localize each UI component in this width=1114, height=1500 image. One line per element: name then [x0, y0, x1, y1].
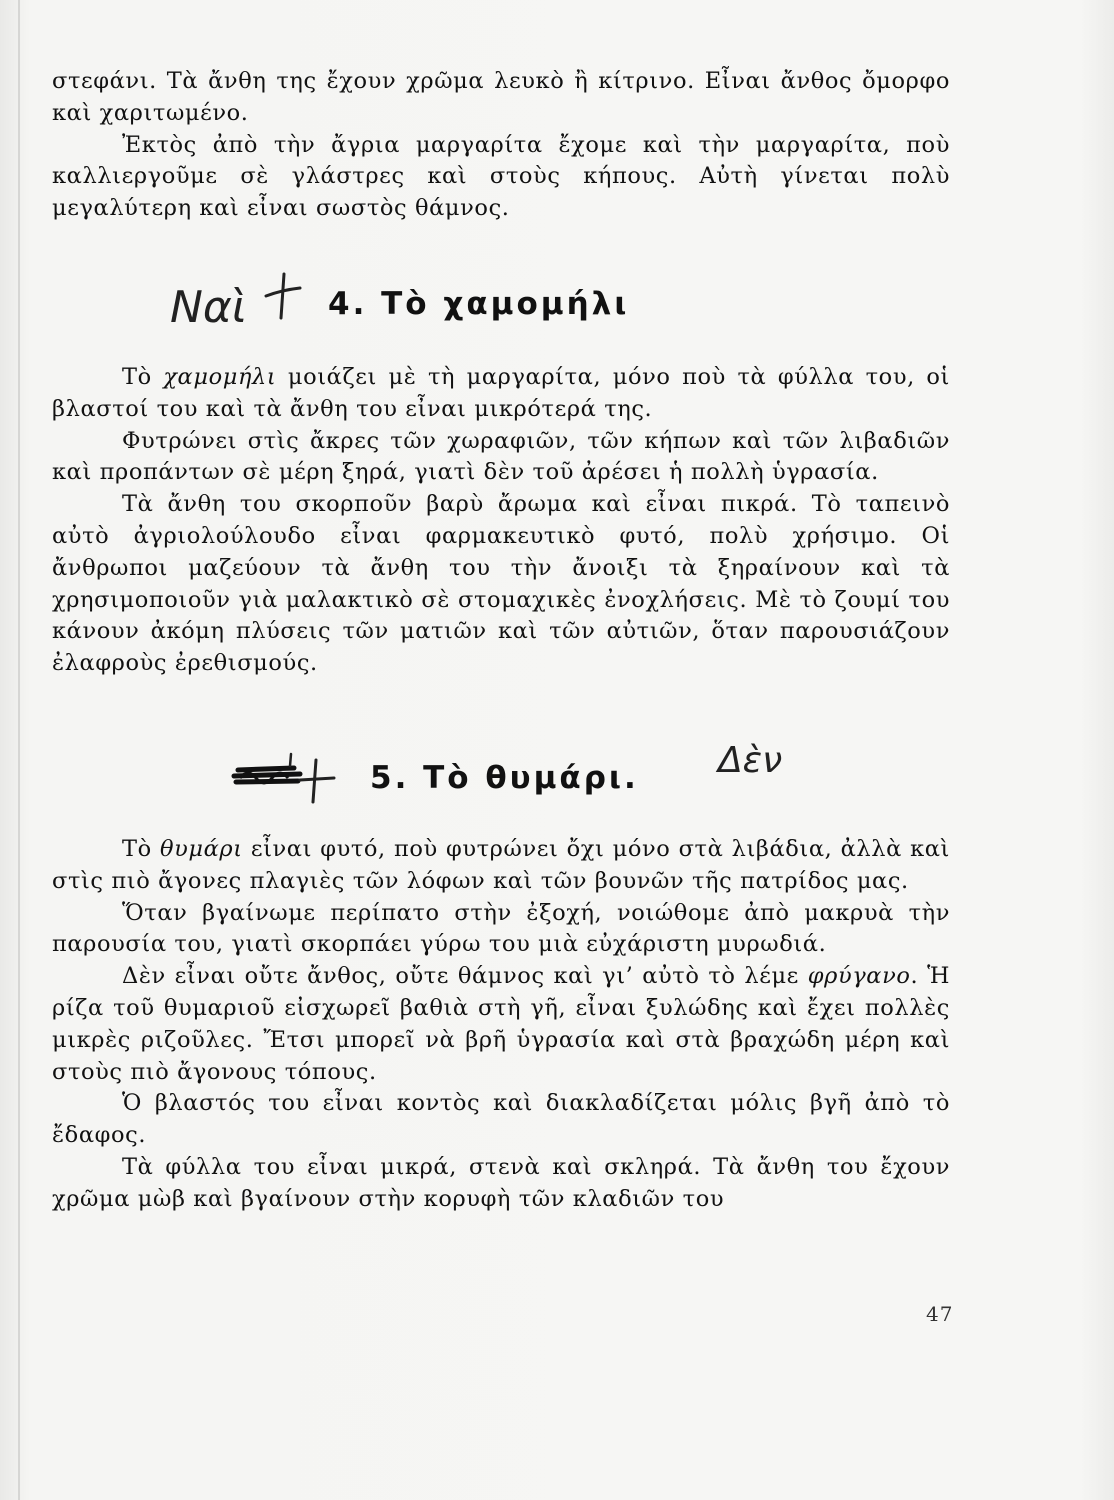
section-4-paragraph-2: Φυτρώνει στὶς ἄκρες τῶν χωραφιῶν, τῶν κήπων καὶ τῶν λιβαδιῶν καὶ προπάντων σὲ μέρη ξηρά, γιατὶ δὲν τοῦ ἀρέσει ἡ πολλὴ ὑγρασία. — [52, 427, 950, 486]
emphasized-term: φρύγανο — [807, 963, 911, 990]
text-run: Τὸ — [122, 364, 164, 390]
text-run: Δὲν εἶναι οὔτε ἄνθος, οὔτε θάμνος καὶ γι’ αὐτὸ τὸ λέμε — [122, 963, 808, 990]
section-4-heading: 4. Τὸ χαμομήλι — [328, 286, 630, 322]
emphasized-term: θυμάρι — [159, 836, 243, 862]
text-run: . Ἡ ρίζα τοῦ θυμαριοῦ εἰσχωρεῖ βαθιὰ στὴ γῆ, εἶναι ξυλώδης καὶ ἔχει πολλὲς μικρὲς ριζοῦλες. Ἔτσι μπορεῖ νὰ βρῆ ὑγρασία καὶ στὰ βραχώδη μέρη καὶ στοὺς πιὸ ἄγονους τόπους. — [52, 963, 951, 1085]
text-run: εἶναι φυτό, ποὺ φυτρώνει ὄχι μόνο στὰ λιβάδια, ἀλλὰ καὶ στὶς πιὸ ἄγονες πλαγιὲς τῶν λόφων καὶ τῶν βουνῶν τῆς πατρίδος μας. — [52, 836, 950, 894]
text-run: μοιάζει μὲ τὴ μαργαρίτα, μόνο ποὺ τὰ φύλλα του, οἱ βλαστοί του καὶ τὰ ἄνθη του εἶναι μικρότερά της. — [52, 364, 950, 422]
intro-paragraph-2: Ἐκτὸς ἀπὸ τὴν ἄγρια μαργαρίτα ἔχομε καὶ τὴν μαργαρίτα, ποὺ καλλιεργοῦμε σὲ γλάστρες καὶ στοὺς κήπους. Αὐτὴ γίνεται πολὺ μεγαλύτερη καὶ εἶναι σωστὸς θάμνος. — [52, 131, 950, 222]
binding-edge — [18, 0, 20, 1500]
intro-text — [52, 66, 950, 225]
section-4-paragraph-1 — [52, 362, 950, 426]
page-number: 47 — [926, 1302, 954, 1326]
handwritten-plus-icon — [262, 268, 304, 324]
handwritten-annotation-yes: Ναὶ — [170, 282, 247, 333]
section-5-paragraph-1 — [52, 834, 950, 898]
crossed-out-annotation-icon — [228, 748, 340, 808]
section-4-text — [52, 362, 950, 680]
section-4-paragraph-3: Τὰ ἄνθη του σκορποῦν βαρὺ ἄρωμα καὶ εἶναι πικρά. Τὸ ταπεινὸ αὐτὸ ἀγριολούλουδο εἶναι φαρμακευτικὸ φυτό, πολὺ χρήσιμο. Οἱ ἄνθρωποι μαζεύουν τὰ ἄνθη του τὴν ἄνοιξι τὰ ξηραίνουν καὶ τὰ χρησιμοποιοῦν γιὰ μαλακτικὸ σὲ στομαχικὲς ἐνοχλήσεις. Μὲ τὸ ζουμί του κάνουν ἀκόμη πλύσεις τῶν ματιῶν καὶ τῶν αὐτιῶν, ὅταν παρουσιάζουν ἐλαφροὺς ἐρεθισμούς. — [52, 491, 950, 677]
intro-paragraph-1: στεφάνι. Τὰ ἄνθη της ἔχουν χρῶμα λευκὸ ἢ κίτρινο. Εἶναι ἄνθος ὄμορφο καὶ χαριτωμένο. — [52, 68, 950, 126]
handwritten-annotation-no: Δὲν — [718, 740, 783, 781]
section-5-heading: 5. Τὸ θυμάρι. — [370, 760, 639, 796]
section-5-paragraph-2: Ὅταν βγαίνωμε περίπατο στὴν ἐξοχή, νοιώθομε ἀπὸ μακρυὰ τὴν παρουσία του, γιατὶ σκορπάει γύρω του μιὰ εὐχάριστη μυρωδιά. — [52, 899, 950, 958]
text-run: Τὸ — [122, 836, 160, 862]
section-5-paragraph-3 — [52, 961, 950, 1088]
section-5-paragraph-4: Ὁ βλαστός του εἶναι κοντὸς καὶ διακλαδίζεται μόλις βγῆ ἀπὸ τὸ ἔδαφος. — [52, 1090, 950, 1149]
section-5-paragraph-5: Τὰ φύλλα του εἶναι μικρά, στενὰ καὶ σκληρά. Τὰ ἄνθη του ἔχουν χρῶμα μὼβ καὶ βγαίνουν στὴν κορυφὴ τῶν κλαδιῶν του — [52, 1153, 950, 1212]
emphasized-term: χαμομήλι — [163, 364, 277, 390]
section-5-text — [52, 834, 950, 1216]
